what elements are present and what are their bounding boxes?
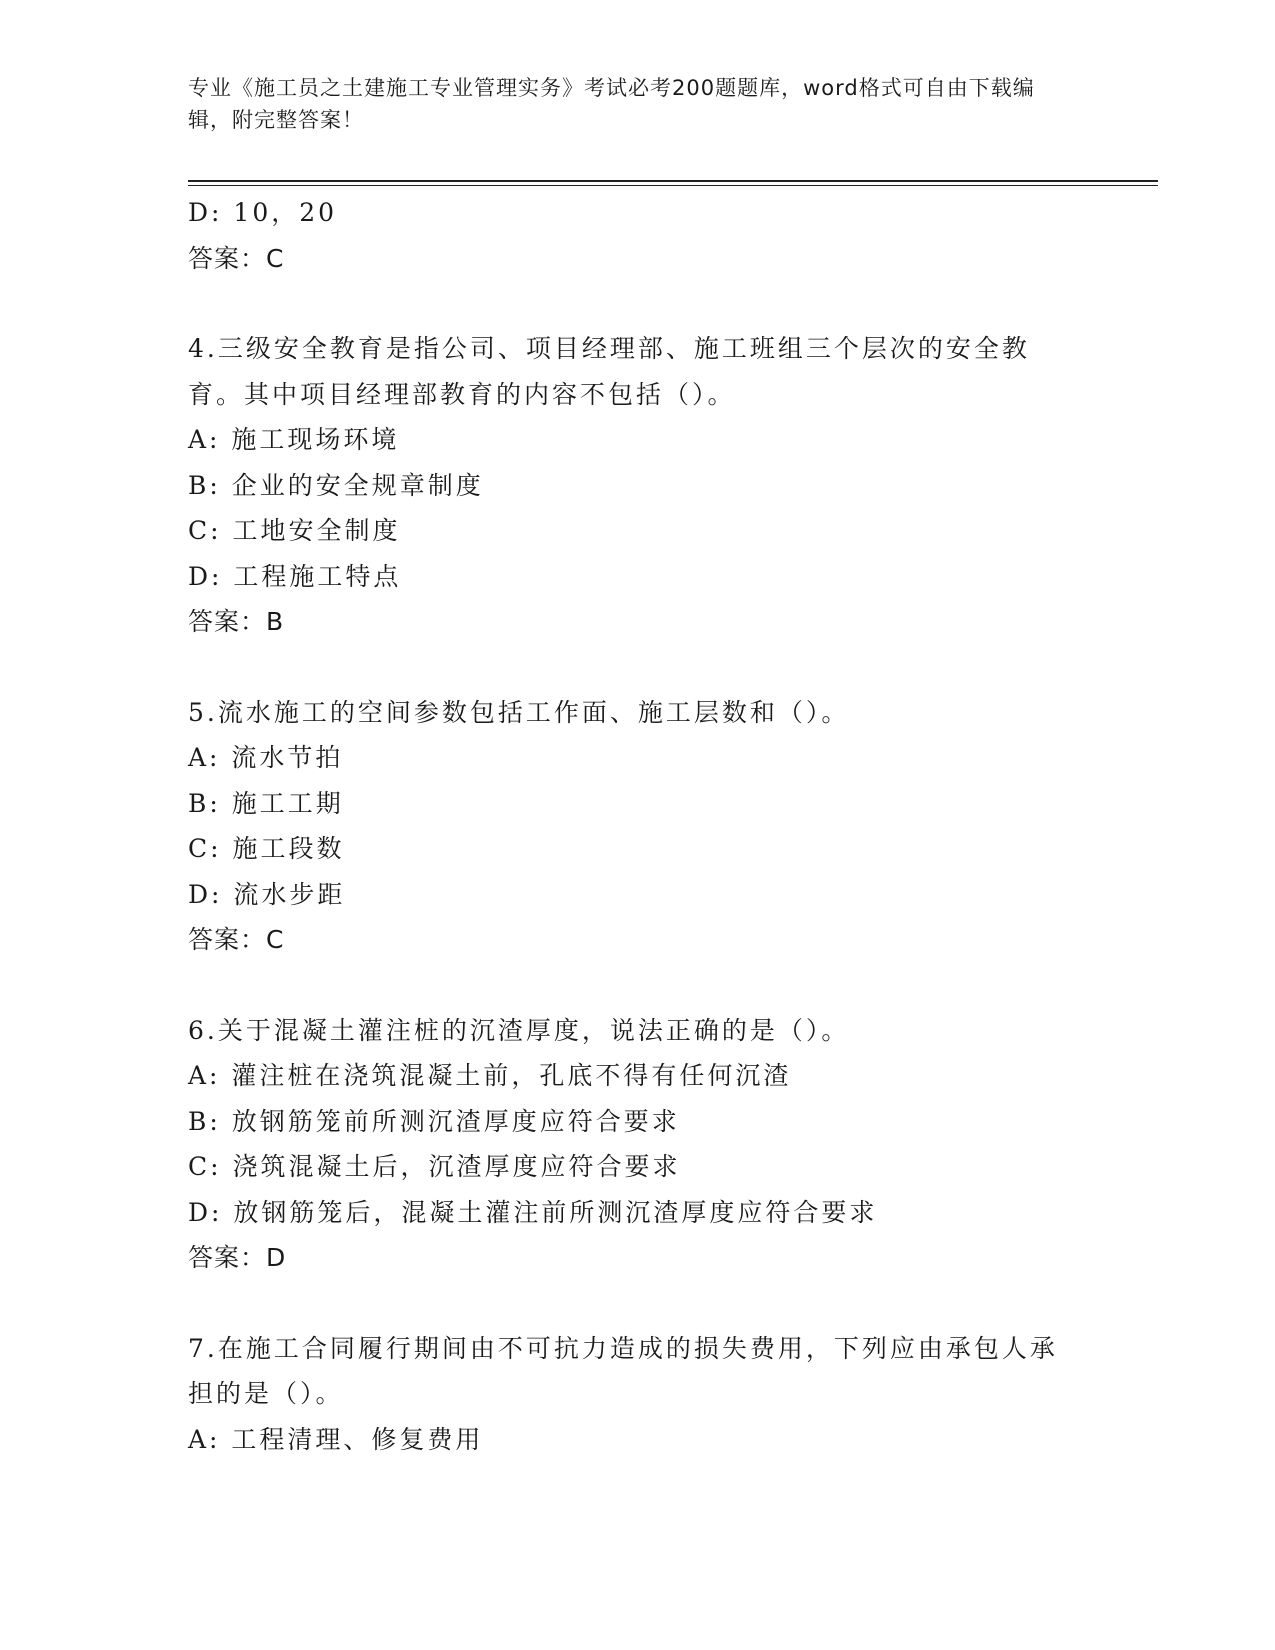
- option-c: C: 浇筑混凝土后，沉渣厚度应符合要求: [188, 1152, 681, 1181]
- answer-label: 答案：C: [188, 243, 285, 273]
- spacer: [188, 1281, 1088, 1326]
- header-divider-thick: [188, 180, 1158, 182]
- option-b: B: 施工工期: [188, 788, 344, 818]
- document-header: [188, 72, 1078, 136]
- option-b: B: 企业的安全规章制度: [188, 470, 484, 500]
- option-d: D: 放钢筋笼后，混凝土灌注前所测沉渣厚度应符合要求: [188, 1197, 878, 1227]
- option-d: D: 流水步距: [188, 879, 346, 909]
- option-d: D: 10，20: [188, 198, 338, 227]
- option-c: C: 工地安全制度: [188, 516, 401, 545]
- option-a: A: 工程清理、修复费用: [188, 1424, 484, 1454]
- answer-label: 答案：B: [188, 607, 285, 636]
- option-d: D: 工程施工特点: [188, 561, 402, 591]
- header-divider-thin: [188, 185, 1158, 186]
- question-stem: 5.流水施工的空间参数包括工作面、施工层数和（）。: [188, 697, 850, 727]
- question-content: [188, 190, 1088, 1462]
- option-c: C: 施工段数: [188, 834, 345, 863]
- option-b: B: 放钢筋笼前所测沉渣厚度应符合要求: [188, 1106, 680, 1136]
- option-a: A: 灌注桩在浇筑混凝土前，孔底不得有任何沉渣: [188, 1061, 792, 1090]
- spacer: [188, 645, 1088, 690]
- answer-label: 答案：C: [188, 925, 285, 954]
- spacer: [188, 281, 1088, 326]
- spacer: [188, 963, 1088, 1008]
- header-text: 专业《施工员之土建施工专业管理实务》考试必考200题题库，word格式可自由下载编辑，附完整答案！: [188, 76, 1035, 132]
- question-stem: 4.三级安全教育是指公司、项目经理部、施工班组三个层次的安全教育。其中项目经理部教育的内容不包括（）。: [188, 334, 1030, 409]
- question-stem: 7.在施工合同履行期间由不可抗力造成的损失费用，下列应由承包人承担的是（）。: [188, 1333, 1058, 1408]
- answer-label: 答案：D: [188, 1243, 287, 1272]
- question-stem: 6.关于混凝土灌注桩的沉渣厚度，说法正确的是（）。: [188, 1015, 850, 1045]
- option-a: A: 流水节拍: [188, 743, 344, 772]
- option-a: A: 施工现场环境: [188, 425, 400, 454]
